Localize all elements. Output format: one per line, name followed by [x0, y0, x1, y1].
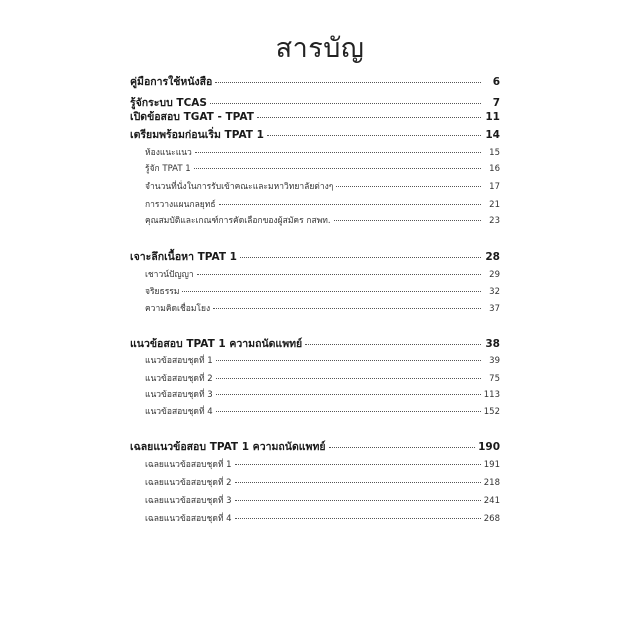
toc-entry-page-number: 37 [489, 304, 500, 314]
toc-section-entry [145, 146, 500, 160]
toc-section-entry [145, 476, 500, 490]
toc-section-entry [145, 302, 500, 316]
toc-entry-page-number: 241 [483, 496, 500, 506]
dot-leader [334, 220, 481, 221]
toc-chapter-entry [130, 128, 500, 142]
toc-entry-page-number: 7 [492, 97, 500, 109]
toc-entry-label: เชาวน์ปัญญา [145, 270, 194, 280]
toc-entry-page-number: 16 [489, 164, 500, 174]
toc-entry-page-number: 28 [485, 251, 500, 263]
toc-section-entry [145, 162, 500, 176]
toc-entry-label: การวางแผนกลยุทธ์ [145, 200, 216, 210]
dot-leader [329, 447, 476, 448]
toc-entry-page-number: 38 [485, 338, 500, 350]
toc-entry-label: รู้จัก TPAT 1 [145, 164, 191, 174]
toc-entry-page-number: 190 [478, 441, 500, 453]
toc-section-entry [145, 354, 500, 368]
toc-entry-label: จำนวนที่นั่งในการรับเข้าคณะและมหาวิทยาลัยต่างๆ [145, 182, 334, 192]
toc-entry-page-number: 75 [489, 374, 500, 384]
dot-leader [240, 257, 481, 258]
toc-entry-label: จริยธรรม [145, 287, 180, 297]
toc-entry-label: แนวข้อสอบชุดที่ 2 [145, 374, 213, 384]
dot-leader [219, 204, 481, 205]
toc-section-entry [145, 458, 500, 472]
toc-entry-label: ความคิดเชื่อมโยง [145, 304, 211, 314]
dot-leader [216, 378, 481, 379]
toc-entry-page-number: 39 [489, 356, 500, 366]
dot-leader [216, 394, 481, 395]
toc-entry-label: เฉลยแนวข้อสอบชุดที่ 1 [145, 460, 232, 470]
toc-entry-page-number: 23 [489, 216, 500, 226]
toc-entry-page-number: 29 [489, 270, 500, 280]
toc-section-entry [145, 180, 500, 194]
toc-entry-label: แนวข้อสอบชุดที่ 1 [145, 356, 213, 366]
toc-chapter-entry [130, 440, 500, 454]
toc-section-entry [145, 388, 500, 402]
dot-leader [197, 274, 481, 275]
toc-entry-page-number: 15 [489, 148, 500, 158]
toc-chapter-entry [130, 96, 500, 110]
toc-entry-label: เฉลยแนวข้อสอบชุดที่ 3 [145, 496, 232, 506]
toc-entry-page-number: 21 [489, 200, 500, 210]
dot-leader [235, 482, 481, 483]
toc-entry-page-number: 6 [492, 76, 500, 88]
dot-leader [235, 500, 481, 501]
dot-leader [182, 291, 481, 292]
toc-entry-page-number: 32 [489, 287, 500, 297]
dot-leader [336, 186, 481, 187]
toc-section-entry [145, 494, 500, 508]
toc-entry-label: ห้องแนะแนว [145, 148, 192, 158]
toc-section-entry [145, 285, 500, 299]
toc-section-entry [145, 405, 500, 419]
toc-entry-label: แนวข้อสอบชุดที่ 3 [145, 390, 213, 400]
toc-section-entry [145, 268, 500, 282]
dot-leader [194, 168, 481, 169]
toc-chapter-entry [130, 337, 500, 351]
dot-leader [195, 152, 481, 153]
toc-entry-label: คุณสมบัติและเกณฑ์การคัดเลือกของผู้สมัคร กสพท. [145, 216, 331, 226]
toc-entry-page-number: 113 [483, 390, 500, 400]
toc-entry-page-number: 152 [483, 407, 500, 417]
toc-entry-label: แนวข้อสอบ TPAT 1 ความถนัดแพทย์ [130, 338, 303, 350]
dot-leader [235, 518, 481, 519]
toc-entry-label: แนวข้อสอบชุดที่ 4 [145, 407, 213, 417]
toc-entry-page-number: 17 [489, 182, 500, 192]
toc-entry-label: เฉลยแนวข้อสอบชุดที่ 4 [145, 514, 232, 524]
dot-leader [257, 117, 481, 118]
page-title: สารบัญ [275, 33, 365, 64]
dot-leader [267, 135, 481, 136]
dot-leader [210, 103, 481, 104]
dot-leader [216, 360, 481, 361]
dot-leader [235, 464, 481, 465]
toc-entry-page-number: 14 [485, 129, 500, 141]
toc-entry-page-number: 11 [485, 111, 500, 123]
dot-leader [215, 82, 481, 83]
toc-entry-page-number: 191 [483, 460, 500, 470]
toc-entry-label: เจาะลึกเนื้อหา TPAT 1 [130, 251, 237, 263]
toc-chapter-entry [130, 110, 500, 124]
toc-entry-label: คู่มือการใช้หนังสือ [130, 76, 213, 88]
toc-entry-label: เตรียมพร้อมก่อนเริ่ม TPAT 1 [130, 129, 264, 141]
toc-entry-label: เฉลยแนวข้อสอบ TPAT 1 ความถนัดแพทย์ [130, 441, 326, 453]
toc-chapter-entry [130, 75, 500, 89]
dot-leader [305, 344, 481, 345]
toc-entry-page-number: 268 [483, 514, 500, 524]
toc-section-entry [145, 512, 500, 526]
toc-entry-label: เปิดข้อสอบ TGAT - TPAT [130, 111, 254, 123]
toc-entry-label: รู้จักระบบ TCAS [130, 97, 207, 109]
toc-section-entry [145, 372, 500, 386]
toc-section-entry [145, 214, 500, 228]
toc-entry-page-number: 218 [483, 478, 500, 488]
dot-leader [216, 411, 481, 412]
toc-chapter-entry [130, 250, 500, 264]
dot-leader [213, 308, 481, 309]
toc-section-entry [145, 198, 500, 212]
toc-entry-label: เฉลยแนวข้อสอบชุดที่ 2 [145, 478, 232, 488]
